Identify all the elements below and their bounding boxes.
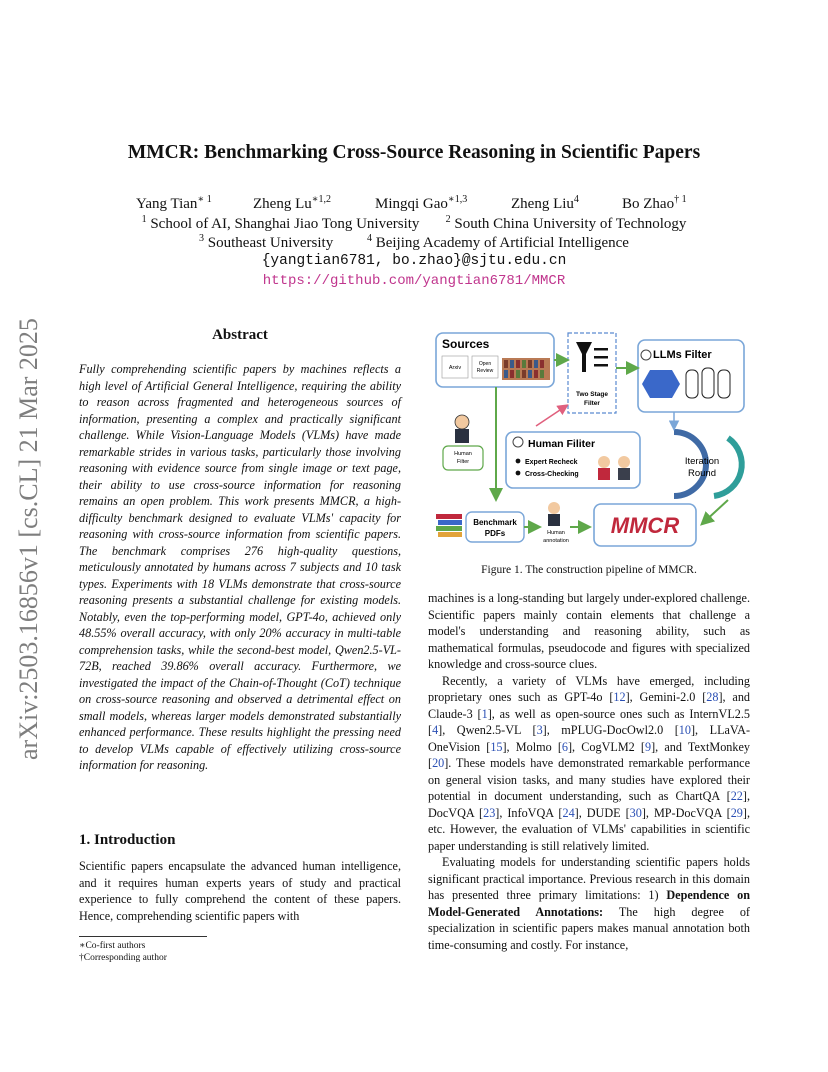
paragraph-text: ], LLaVA-OneVision [ [428, 723, 751, 754]
paragraph-text: ], Molmo [ [502, 739, 562, 754]
pipeline-diagram [428, 328, 750, 560]
affiliation: School of AI, Shanghai Jiao Tong University [150, 216, 420, 232]
citation-link[interactable]: 22 [730, 789, 743, 803]
citation-link[interactable]: 9 [644, 739, 652, 754]
author: Bo Zhao$^{\dagger 1}$ [622, 194, 687, 212]
paragraph-text: ], Qwen2.5-VL [ [438, 723, 537, 737]
section-heading-introduction: 1. Introduction [79, 832, 176, 848]
citation-link[interactable]: 10 [678, 723, 691, 737]
svg-text:Arxiv: Arxiv [448, 365, 462, 371]
paragraph-limitations: Evaluating models for understanding scientific papers holds significant practical importance. Previous research in this domain has presented three primary limitations: 1) Dependence on Model-Generated Annotations: The high degree of specialization in scientific papers makes manual annotation both time-consuming and costly. For instance, [428, 855, 750, 952]
figure-caption: Figure 1. The construction pipeline of MMCR. [481, 564, 697, 576]
affiliation-line: $^3$ Southeast University $^4$ Beijing Academy of Artificial Intelligence [199, 233, 629, 251]
footnote: †Corresponding author [79, 953, 167, 963]
svg-text:Filter: Filter [584, 400, 600, 407]
svg-text:Expert Recheck: Expert Recheck [525, 459, 578, 466]
footnote-rule [79, 936, 207, 937]
sources-label: Sources [442, 337, 490, 351]
affiliation: Southeast University [207, 235, 334, 251]
github-link[interactable]: https://github.com/yangtian6781/MMCR [262, 273, 566, 289]
paragraph-text: ], DUDE [ [574, 805, 630, 820]
paragraph-text: ], as well as open-source ones such as InternVL2.5 [ [428, 706, 750, 737]
author: Mingqi Gao$^{∗1,3}$ [375, 194, 468, 212]
svg-text:Iteration: Iteration [684, 456, 720, 467]
svg-text:annotation: annotation [543, 538, 569, 544]
annotator-icon [548, 502, 560, 526]
books-icon [436, 514, 462, 537]
citation-link[interactable]: 28 [706, 690, 719, 704]
affiliation: South China University of Technology [454, 216, 687, 232]
citation-link[interactable]: 20 [432, 756, 445, 770]
svg-text:Two Stage: Two Stage [575, 391, 609, 398]
svg-text:Filter: Filter [456, 459, 470, 465]
citation-link[interactable]: 12 [613, 690, 626, 704]
citation-link[interactable]: 24 [562, 805, 575, 820]
paragraph-text: ], and Claude-3 [ [428, 690, 751, 721]
paragraph-vlms [428, 673, 750, 855]
paragraph-text: Recently, a variety of VLMs have emerged, including proprietary ones such as GPT-4o [ [428, 673, 750, 704]
paragraph-text: ], and TextMonkey [ [428, 739, 750, 770]
citation-link[interactable]: 4 [432, 723, 439, 737]
author: Zheng Liu$^4$ [511, 194, 579, 212]
open-review-icon [472, 356, 498, 378]
svg-text:LLMs Filter: LLMs Filter [653, 349, 712, 361]
human-filter-figure [455, 415, 469, 443]
svg-text:Review: Review [476, 368, 494, 374]
llama-icons [686, 368, 730, 398]
svg-text:Human: Human [547, 530, 565, 536]
citation-link[interactable]: 15 [490, 739, 503, 754]
author: Yang Tian$^{∗ 1}$ [136, 194, 212, 212]
svg-text:Human: Human [454, 451, 472, 457]
paragraph-text: ], InfoVQA [ [495, 805, 563, 820]
svg-text:Benchmark: Benchmark [473, 518, 517, 527]
paragraph-text: ], DocVQA [ [428, 789, 750, 820]
citation-link[interactable]: 30 [629, 805, 642, 820]
citation-link[interactable]: 1 [481, 706, 488, 721]
citation-link[interactable]: 6 [561, 739, 568, 754]
paragraph: machines is a long-standing but largely under-explored challenge. Scientific papers mainly contain elements that challenge a model's understanding and reasoning ability, such as mathematical formulas, pseudocode and figures with specialized knowledge and cross-source clues. [428, 591, 750, 671]
svg-text:Human Filiter: Human Filiter [528, 438, 596, 450]
citation-link[interactable]: 29 [730, 805, 743, 820]
gemini-logo [642, 370, 680, 398]
paragraph-text: ], etc. However, the evaluation of VLMs' capabilities in scientific paper understanding is still relatively limited. [428, 805, 750, 853]
author: Zheng $Lu^{∗1,2}$ [253, 194, 332, 212]
paragraph-text: ]. These models have demonstrated remarkable performance on general vision tasks, and many studies have explored their potential in document understanding, such as ChartQA [ [428, 756, 750, 803]
right-column-text [428, 590, 750, 953]
citation-link[interactable]: 23 [483, 805, 496, 820]
footnote: ∗Co-first authors [79, 941, 146, 951]
paragraph-text: ], mPLUG-DocOwl2.0 [ [542, 723, 679, 737]
svg-text:Cross-Checking: Cross-Checking [525, 471, 579, 478]
paragraph-text: ], MP-DocVQA [ [641, 805, 731, 820]
figure-pipeline [428, 328, 750, 560]
library-icon [502, 358, 550, 380]
paragraph-text: ], CogVLM2 [ [567, 739, 645, 754]
human-filter-box [443, 446, 483, 470]
svg-text:Round: Round [688, 468, 716, 479]
svg-text:PDFs: PDFs [484, 529, 506, 538]
citation-link[interactable]: 3 [536, 723, 543, 737]
affiliation-line: $^1$ School of AI, Shanghai Jiao Tong University $^2$ South China University of Technology [141, 214, 687, 232]
abstract-heading: Abstract [212, 327, 268, 343]
paper-title: MMCR: Benchmarking Cross-Source Reasoning in Scientific Papers [127, 142, 701, 163]
intro-paragraph: Scientific papers encapsulate the advanced human intelligence, and it requires human experts years of study and practical experience to fully comprehend the content of these papers. Hence, comprehending scientific papers with [79, 859, 401, 923]
abstract-text: Fully comprehending scientific papers by machines reflects a high level of Artificial General Intelligence, requiring the ability to reason across fragmented and heterogeneous sources of information, presenting a complex and practically significant challenge. While Vision-Language Models (VLMs) have made remarkable strides in various tasks, particularly those involving reasoning with evidence source from single image or text page, their ability to use cross-source information for reasoning remains an open problem. This work presents MMCR, a high-difficulty benchmark designed to evaluate VLMs' capacity for reasoning with cross-source information from scientific papers. The benchmark comprises 276 high-quality questions, meticulously annotated by humans across 7 subjects and 10 task types. Experiments with 18 VLMs demonstrate that cross-source reasoning presents a substantial challenge for existing models. Notably, even the top-performing model, GPT-4o, achieved only 48.55% overall accuracy, with only 20% accuracy in multi-table comprehension tasks, while the second-best model, Qwen2.5-VL-72B, reached 39.86% overall accuracy. Furthermore, we investigated the impact of the Chain-of-Thought (CoT) technique on cross-source reasoning and observed a detrimental effect on small models, whereas larger models demonstrated substantially enhanced performance. These results highlight the pressing need to develop VLMs capable of effectively utilizing cross-source information for reasoning. [79, 362, 401, 772]
svg-text:Open: Open [478, 361, 492, 367]
arxiv-stamp: arXiv:2503.16856v1 [cs.CL] 21 Mar 2025 [14, 318, 43, 760]
mmcr-label: MMCR [610, 513, 680, 538]
affiliation: Beijing Academy of Artificial Intelligence [375, 235, 629, 251]
author-email: {yangtian6781, bo.zhao}@sjtu.edu.cn [261, 253, 567, 269]
paragraph-text: ], Gemini-2.0 [ [625, 690, 707, 704]
